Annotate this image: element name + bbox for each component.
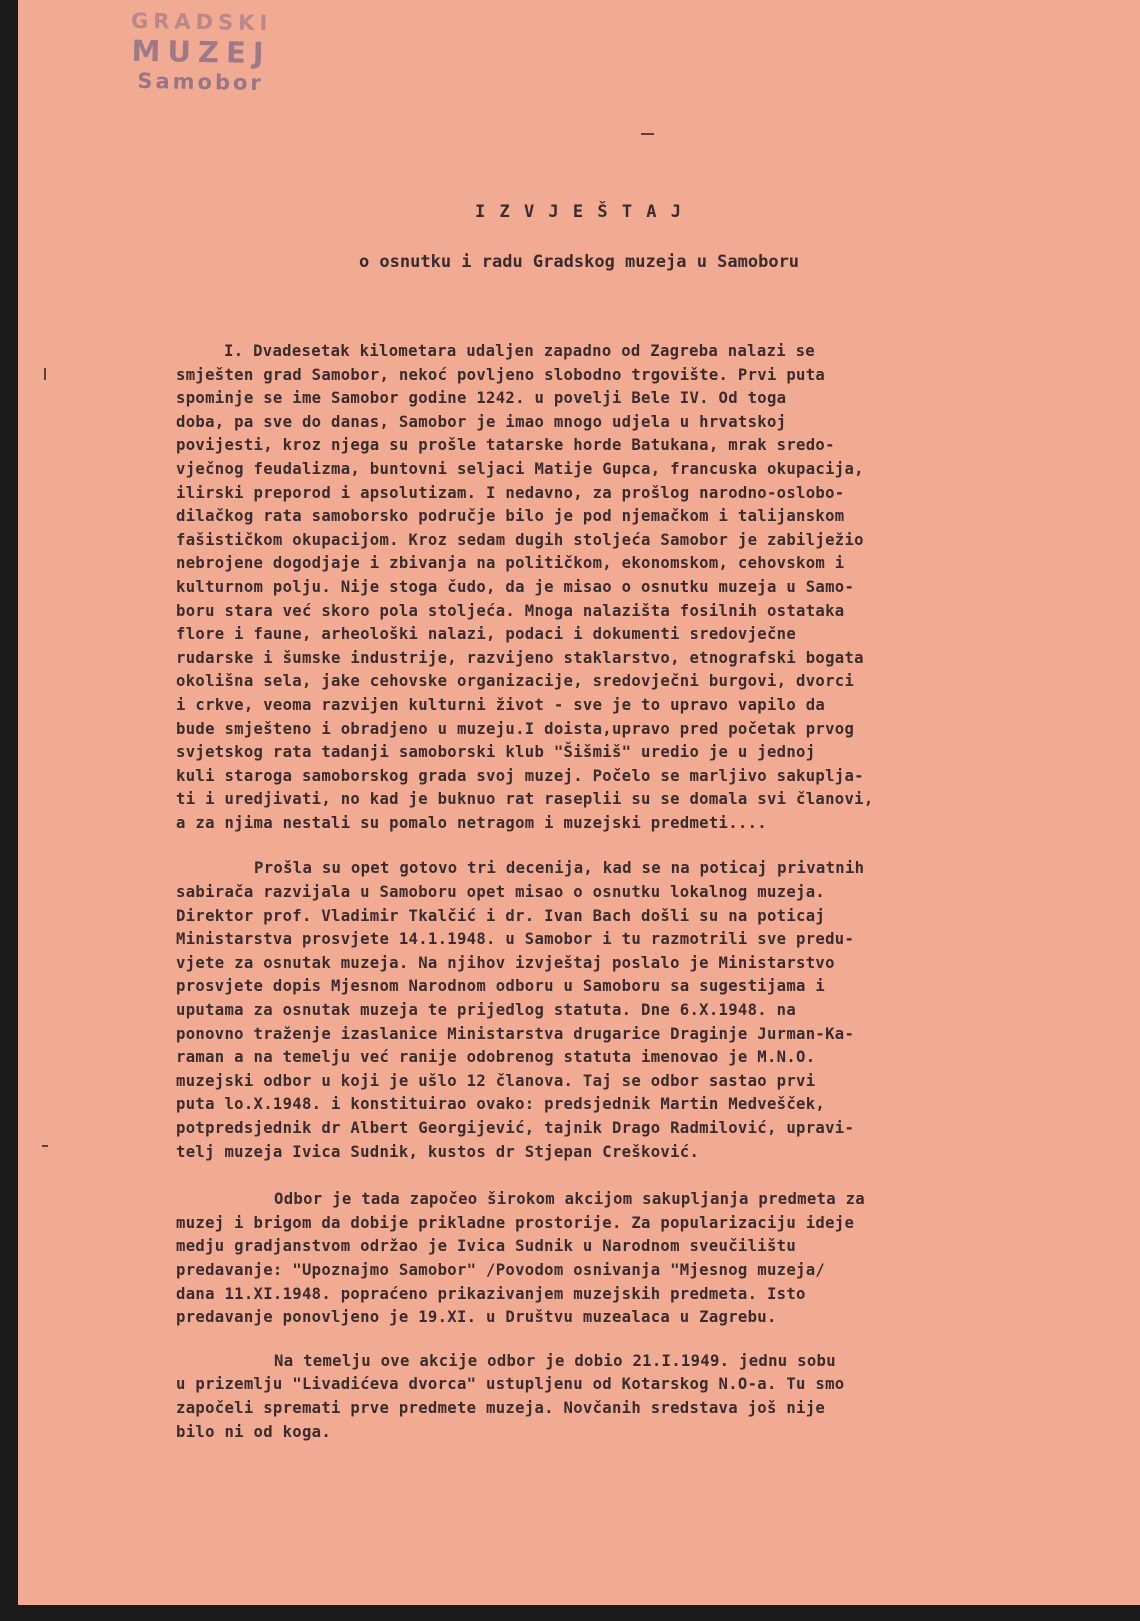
text-line: medju gradjanstvom održao je Ivica Sudnik u Narodnom sveučilištu	[176, 1237, 797, 1256]
text-line: Ministarstva prosvjete 14.1.1948. u Samobor i tu razmotrili sve predu-	[176, 930, 855, 949]
text-line: uputama za osnutak muzeja te prijedlog statuta. Dne 6.X.1948. na	[176, 1001, 797, 1020]
text-line: Odbor je tada započeo širokom akcijom sakupljanja predmeta za	[274, 1190, 865, 1209]
text-line: Direktor prof. Vladimir Tkalčić i dr. Ivan Bach došli su na poticaj	[176, 906, 826, 925]
stamp-line-3: Samobor	[137, 68, 264, 96]
pen-mark	[641, 133, 654, 135]
text-line: svjetskog rata tadanji samoborski klub "Šišmiš" uredio je u jednoj	[176, 743, 816, 762]
text-line: u prizemlju "Livadićeva dvorca" ustupljenu od Kotarskog N.O-a. Tu smo	[176, 1375, 845, 1394]
text-line: a za njima nestali su pomalo netragom i muzejski predmeti....	[176, 813, 767, 832]
text-line: kulturnom polju. Nije stoga čudo, da je misao o osnutku muzeja u Samo-	[176, 577, 855, 596]
text-line: puta lo.X.1948. i konstituirao ovako: predsjednik Martin Medvešček,	[176, 1095, 826, 1114]
text-line: fašističkom okupacijom. Kroz sedam dugih stoljeća Samobor je zabilježio	[176, 530, 864, 549]
text-line: sabirača razvijala u Samoboru opet misao o osnutku lokalnog muzeja.	[176, 883, 826, 902]
text-line: nebrojene dogodjaje i zbivanja na političkom, ekonomskom, cehovskom i	[176, 554, 845, 573]
text-line: I. Dvadesetak kilometara udaljen zapadno od Zagreba nalazi se	[224, 342, 815, 360]
text-line: potpredsjednik dr Albert Georgijević, tajnik Drago Radmilović, upravi-	[176, 1119, 855, 1137]
text-line: telj muzeja Ivica Sudnik, kustos dr Stjepan Crešković.	[176, 1142, 700, 1161]
document-title: I Z V J E Š T A J	[475, 202, 683, 222]
paragraph-4	[176, 1350, 1121, 1444]
text-line: prosvjete dopis Mjesnom Narodnom odboru u Samoboru sa sugestijama i	[176, 977, 826, 996]
text-line: predavanje: "Upoznajmo Samobor" /Povodom osnivanja "Mjesnog muzeja/	[176, 1260, 826, 1279]
museum-stamp	[105, 8, 297, 106]
text-line: rudarske i šumske industrije, razvijeno staklarstvo, etnografski bogata	[176, 648, 864, 667]
text-line: okolišna sela, jake cehovske organizacije, sredovječni burgovi, dvorci	[176, 672, 855, 691]
text-line: bude smješteno i obradjeno u muzeju.I doista,upravo pred početak prvog	[176, 719, 855, 738]
text-line: Prošla su opet gotovo tri decenija, kad se na poticaj privatnih	[254, 859, 865, 878]
text-line: bilo ni od koga.	[176, 1422, 332, 1441]
text-line: započeli spremati prve predmete muzeja. Novčanih sredstava još nije	[176, 1398, 826, 1417]
text-line: muzejski odbor u koji je ušlo 12 članova. Taj se odbor sastao prvi	[176, 1071, 816, 1090]
stamp-line-1: GRADSKI	[130, 8, 273, 36]
paragraph-1	[176, 340, 1121, 835]
text-line: raman a na temelju već ranije odobrenog statuta imenovao je M.N.O.	[176, 1048, 816, 1067]
paragraph-3	[176, 1188, 1121, 1330]
document-page	[18, 0, 1140, 1605]
text-line: dilačkog rata samoborsko područje bilo je pod njemačkom i talijanskom	[176, 507, 845, 526]
text-line: dana 11.XI.1948. popraćeno prikazivanjem muzejskih predmeta. Isto	[176, 1284, 806, 1303]
text-line: predavanje ponovljeno je 19.XI. u Društvu muzealaca u Zagrebu.	[176, 1308, 777, 1327]
stamp-line-2: MUZEJ	[131, 33, 271, 71]
text-line: povijesti, kroz njega su prošle tatarske horde Batukana, mrak sredo-	[176, 436, 835, 455]
margin-mark	[42, 1145, 48, 1147]
text-line: vjete za osnutak muzeja. Na njihov izvještaj poslalo je Ministarstvo	[176, 953, 835, 972]
text-line: Na temelju ove akcije odbor je dobio 21.I.1949. jednu sobu	[274, 1351, 836, 1370]
document-body	[176, 340, 1121, 1444]
text-line: ilirski preporod i apsolutizam. I nedavno, za prošlog narodno-oslobo-	[176, 483, 845, 502]
document-subtitle: o osnutku i radu Gradskog muzeja u Samoboru	[358, 252, 800, 272]
text-line: doba, pa sve do danas, Samobor je imao mnogo udjela u hrvatskoj	[176, 412, 787, 431]
paragraph-2	[176, 857, 1121, 1164]
text-line: ponovno traženje izaslanice Ministarstva drugarice Draginje Jurman-Ka-	[176, 1024, 855, 1043]
text-line: vječnog feudalizma, buntovni seljaci Matije Gupca, francuska okupacija,	[176, 459, 864, 478]
text-line: muzej i brigom da dobije prikladne prostorije. Za popularizaciju ideje	[176, 1213, 855, 1232]
text-line: smješten grad Samobor, nekoć povljeno slobodno trgovište. Prvi puta	[176, 365, 826, 384]
margin-mark	[44, 368, 46, 380]
text-line: ti i uredjivati, no kad je buknuo rat raseplii su se domala svi članovi,	[176, 790, 874, 809]
text-line: i crkve, veoma razvijen kulturni život - sve je to upravo vapilo da	[176, 695, 826, 714]
text-line: flore i faune, arheološki nalazi, podaci i dokumenti sredovječne	[176, 625, 797, 644]
text-line: boru stara već skoro pola stoljeća. Mnoga nalazišta fosilnih ostataka	[176, 601, 845, 620]
text-line: spominje se ime Samobor godine 1242. u povelji Bele IV. Od toga	[176, 389, 787, 408]
text-line: kuli staroga samoborskog grada svoj muzej. Počelo se marljivo sakuplja-	[176, 766, 864, 785]
